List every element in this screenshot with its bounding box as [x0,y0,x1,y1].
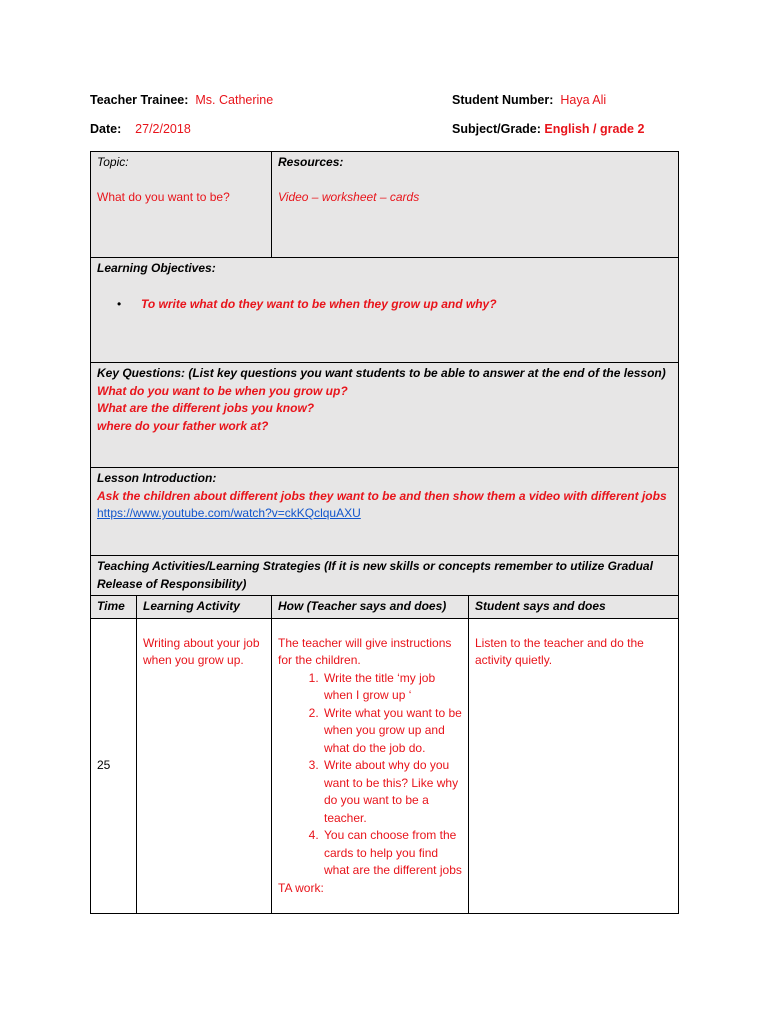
column-how: How (Teacher says and does) [272,596,469,619]
bullet-icon: • [117,296,122,311]
trainee-value: Ms. Catherine [195,93,274,107]
resources-cell [272,152,679,258]
subject-grade-label: Subject/Grade: [452,122,541,136]
activity-how [272,618,469,913]
ta-work: TA work: [278,880,324,895]
activity-learning: Writing about your job when you grow up. [137,618,272,913]
date-value: 27/2/2018 [135,122,191,136]
how-intro: The teacher will give instructions for the children. [278,635,452,667]
student-number-value: Haya Ali [560,93,607,107]
topic-value: What do you want to be? [97,189,230,204]
column-time: Time [91,596,137,619]
objectives-cell [91,258,679,363]
date-label: Date: [90,122,122,136]
key-question-item: where do your father work at? [97,418,269,433]
objectives-label: Learning Objectives: [97,261,216,275]
activities-header-row [91,556,679,596]
introduction-row [91,468,679,556]
activity-row [91,618,679,913]
how-step: 1. Write the title ‘my job when I grow up ‘ [322,670,462,705]
video-link[interactable]: https://www.youtube.com/watch?v=ckKQclquAXU [97,506,361,520]
trainee-field [90,93,273,107]
topic-resources-row [91,152,679,258]
topic-cell [91,152,272,258]
student-number-label: Student Number: [452,93,554,107]
activities-columns-row [91,596,679,619]
header-row-1 [90,93,690,111]
date-field [90,122,191,136]
student-number-field [452,93,606,107]
lesson-plan-table [90,151,679,914]
resources-value: Video – worksheet – cards [278,189,420,204]
resources-label: Resources: [278,155,344,169]
introduction-label: Lesson Introduction: [97,471,217,485]
activities-label: Teaching Activities/Learning Strategies (If it is new skills or concepts remember to utilize Gradual Release of Responsibility) [91,556,679,596]
subject-grade-value: English / grade 2 [544,122,645,136]
trainee-label: Teacher Trainee: [90,93,189,107]
introduction-cell [91,468,679,556]
header-row-2 [90,122,690,140]
objective-text: To write what do they want to be when they grow up and why? [141,296,497,311]
activity-time: 25 [91,618,137,913]
how-steps-list [278,670,462,880]
how-step: 4. You can choose from the cards to help you find what are the different jobs [322,827,462,880]
objectives-row [91,258,679,363]
key-question-item: What do you want to be when you grow up? [97,383,348,398]
column-learning-activity: Learning Activity [137,596,272,619]
how-step: 2. Write what you want to be when you grow up and what do the job do. [322,705,462,758]
key-questions-label: Key Questions: (List key questions you want students to be able to answer at the end of the lesson) [97,366,666,380]
topic-label: Topic: [97,155,129,169]
introduction-text: Ask the children about different jobs they want to be and then show them a video with different jobs [97,488,667,503]
how-step: 3. Write about why do you want to be this? Like why do you want to be a teacher. [322,757,462,827]
key-questions-cell [91,363,679,468]
objective-item [117,296,672,314]
activity-student: Listen to the teacher and do the activity quietly. [469,618,679,913]
key-questions-row [91,363,679,468]
subject-grade-field [452,122,644,136]
column-student: Student says and does [469,596,679,619]
key-question-item: What are the different jobs you know? [97,401,315,415]
